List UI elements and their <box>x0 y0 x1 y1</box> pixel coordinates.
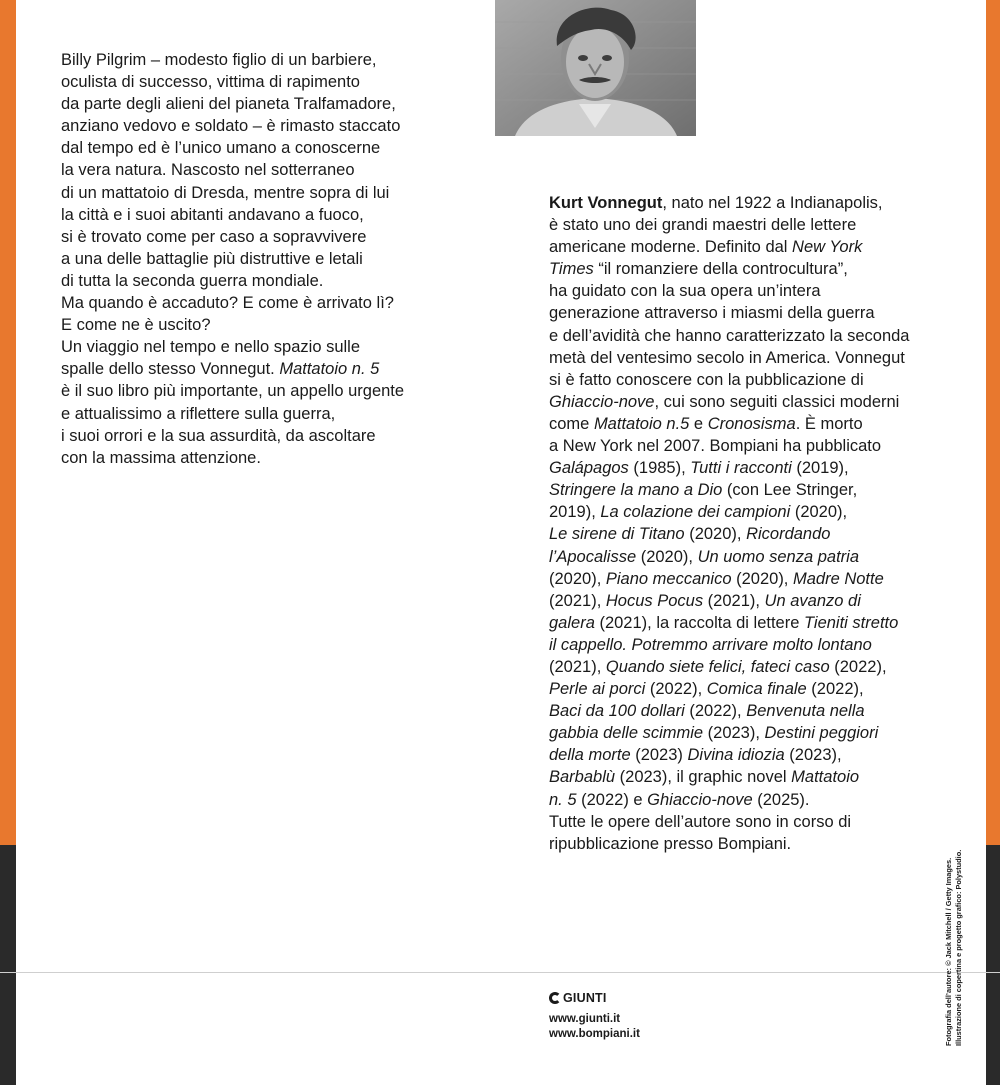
blurb-line: di un mattatoio di Dresda, mentre sopra di lui <box>61 183 390 202</box>
bio-text: (2022), <box>684 702 747 721</box>
bio-text: (2023), <box>703 724 765 743</box>
bio-line: ha guidato con la sua opera un’intera <box>549 282 821 301</box>
bio-line <box>549 236 949 258</box>
bio-line <box>549 656 949 678</box>
bio-line <box>549 634 949 656</box>
bio-line <box>549 789 949 811</box>
left-flap-dark <box>0 845 16 1085</box>
bio-line: si è fatto conoscere con la pubblicazione di <box>549 370 864 389</box>
bio-line <box>549 744 949 766</box>
bio-italic: Quando siete felici, fateci caso <box>605 657 830 676</box>
bio-line: generazione attraverso i miasmi della guerra <box>549 304 875 323</box>
bio-italic: Hocus Pocus <box>605 591 704 610</box>
blurb-line: si è trovato come per caso a sopravvivere <box>61 227 367 246</box>
giunti-logo <box>549 989 607 1007</box>
bio-text: (2020), <box>731 569 793 588</box>
bio-italic: La colazione dei campioni <box>600 503 791 522</box>
right-flap-dark <box>986 845 1000 1085</box>
blurb-text: spalle dello stesso Vonnegut. <box>61 360 280 379</box>
bio-line <box>549 523 949 545</box>
giunti-url-link[interactable]: www.giunti.it <box>549 1013 621 1025</box>
bio-text: (2021), <box>549 591 606 610</box>
bio-italic: Le sirene di Titano <box>549 525 685 544</box>
bio-text: (2022), <box>806 680 864 699</box>
blurb-line: anziano vedovo e soldato – è rimasto staccato <box>61 117 401 136</box>
bio-italic: n. 5 <box>549 790 577 809</box>
bio-text: (2020), <box>636 547 698 566</box>
image-credits <box>944 850 963 1046</box>
bio-italic: gabbia delle scimmie <box>549 724 704 743</box>
bio-line: Tutte le opere dell’autore sono in corso di <box>549 812 852 831</box>
bio-italic: New York <box>792 238 863 257</box>
bio-italic: Ricordando <box>746 525 831 544</box>
bio-text: (con Lee Stringer, <box>722 481 858 500</box>
blurb-line: la vera natura. Nascosto nel sotterraneo <box>61 161 355 180</box>
bio-italic: Mattatoio n.5 <box>593 414 690 433</box>
bio-line <box>549 391 949 413</box>
fold-line <box>0 972 1000 973</box>
blurb-line: e attualissimo a riflettere sulla guerra, <box>61 404 336 423</box>
bio-line: ripubblicazione presso Bompiani. <box>549 834 792 853</box>
bio-text: (2020), <box>684 525 747 544</box>
bio-line <box>549 612 949 634</box>
bio-italic: Destini peggiori <box>764 724 879 743</box>
bio-text: (2022), <box>829 657 887 676</box>
bio-italic: Perle ai porci <box>549 680 646 699</box>
photo-credit: Fotografia dell’autore: © Jack Mitchell / Getty Images. <box>944 857 953 1046</box>
bio-line: è stato uno dei grandi maestri delle lettere <box>549 216 857 235</box>
bio-italic: Divina idiozia <box>687 746 785 765</box>
blurb-line: la città e i suoi abitanti andavano a fuoco, <box>61 205 364 224</box>
bio-line <box>549 722 949 744</box>
bio-italic: Benvenuta nella <box>746 702 865 721</box>
blurb-line: da parte degli alieni del pianeta Tralfamadore, <box>61 95 396 114</box>
blurb-line: è il suo libro più importante, un appello urgente <box>61 382 405 401</box>
bio-italic: Galápagos <box>549 459 629 478</box>
giunti-g-icon <box>549 992 561 1004</box>
bio-line: metà del ventesimo secolo in America. Vonnegut <box>549 348 905 367</box>
blurb-line: Billy Pilgrim – modesto figlio di un barbiere, <box>61 51 377 69</box>
bio-italic: Barbablù <box>549 768 616 787</box>
bio-line <box>549 457 949 479</box>
bio-text: . È morto <box>795 414 863 433</box>
bio-text: (2025). <box>752 790 810 809</box>
bio-italic: Piano meccanico <box>605 569 732 588</box>
bio-text: “il romanziere della controcultura”, <box>593 260 848 279</box>
blurb-line: dal tempo ed è l’unico umano a conoscerne <box>61 139 381 158</box>
bio-line <box>549 678 949 700</box>
bio-line <box>549 258 949 280</box>
bio-text: (2023) <box>630 746 688 765</box>
bio-text: (2021), <box>549 657 606 676</box>
bio-line <box>549 501 949 523</box>
blurb-line: con la massima attenzione. <box>61 448 261 467</box>
bio-text: (2021), la raccolta di lettere <box>594 613 804 632</box>
bio-text: (2020), <box>549 569 606 588</box>
bio-italic: Ghiaccio-nove <box>647 790 753 809</box>
bio-line: e dell’avidità che hanno caratterizzato la seconda <box>549 326 910 345</box>
giunti-logo-text: GIUNTI <box>563 991 607 1005</box>
bio-italic: Madre Notte <box>792 569 884 588</box>
bio-italic: il cappello. Potremmo arrivare molto lontano <box>549 635 872 654</box>
bio-italic: l’Apocalisse <box>549 547 637 566</box>
design-credit: Illustrazione di copertina e progetto grafico: Polystudio. <box>953 849 963 1046</box>
bio-line <box>549 568 949 590</box>
blurb-line: E come ne è uscito? <box>61 316 211 335</box>
bio-line <box>549 590 949 612</box>
author-photo <box>495 0 696 136</box>
author-name: Kurt Vonnegut <box>549 194 663 212</box>
bio-italic: Ghiaccio-nove <box>549 392 655 411</box>
bio-text: come <box>549 414 594 433</box>
bio-italic: galera <box>549 613 595 632</box>
bio-italic: Mattatoio <box>791 768 860 787</box>
blurb-line: a una delle battaglie più distruttive e letali <box>61 249 363 268</box>
bio-text: , cui sono seguiti classici moderni <box>654 392 900 411</box>
bio-italic: Cronosisma <box>707 414 796 433</box>
bio-text: (2022) e <box>576 790 648 809</box>
blurb-line <box>61 358 481 380</box>
bio-text: (2023), <box>784 746 842 765</box>
bio-text: (2022), <box>645 680 707 699</box>
bio-line: a New York nel 2007. Bompiani ha pubblicato <box>549 437 882 456</box>
bio-text: (2023), il graphic novel <box>615 768 792 787</box>
book-blurb <box>61 49 481 469</box>
bio-italic: Stringere la mano a Dio <box>549 481 723 500</box>
bio-italic: Comica finale <box>706 680 807 699</box>
bio-text: (2019), <box>791 459 849 478</box>
bio-text: (1985), <box>628 459 691 478</box>
bio-italic: Times <box>549 260 594 279</box>
bio-text: americane moderne. Definito dal <box>549 238 793 257</box>
blurb-line: Ma quando è accaduto? E come è arrivato lì? <box>61 294 394 313</box>
bio-line <box>549 546 949 568</box>
bio-text: e <box>689 414 708 433</box>
blurb-line: Un viaggio nel tempo e nello spazio sulle <box>61 338 361 357</box>
bio-italic: della morte <box>549 746 631 765</box>
bio-line <box>549 766 949 788</box>
bio-italic: Tutti i racconti <box>690 459 792 478</box>
bio-line <box>549 413 949 435</box>
blurb-line: i suoi orrori e la sua assurdità, da ascoltare <box>61 426 376 445</box>
bio-line <box>549 192 949 214</box>
bio-line <box>549 700 949 722</box>
bio-italic: Baci da 100 dollari <box>549 702 685 721</box>
bio-italic: Tieniti stretto <box>803 613 899 632</box>
author-bio <box>549 192 949 855</box>
bio-text: 2019), <box>549 503 601 522</box>
bio-text: , nato nel 1922 a Indianapolis, <box>662 194 883 212</box>
bio-text: (2020), <box>790 503 848 522</box>
blurb-line: oculista di successo, vittima di rapimento <box>61 73 360 92</box>
bio-text: (2021), <box>703 591 765 610</box>
bompiani-url-link[interactable]: www.bompiani.it <box>549 1028 640 1040</box>
blurb-line: di tutta la seconda guerra mondiale. <box>61 271 324 290</box>
bio-italic: Un uomo senza patria <box>697 547 860 566</box>
bio-line <box>549 479 949 501</box>
bio-italic: Un avanzo di <box>764 591 861 610</box>
book-title-italic: Mattatoio n. 5 <box>279 360 380 379</box>
